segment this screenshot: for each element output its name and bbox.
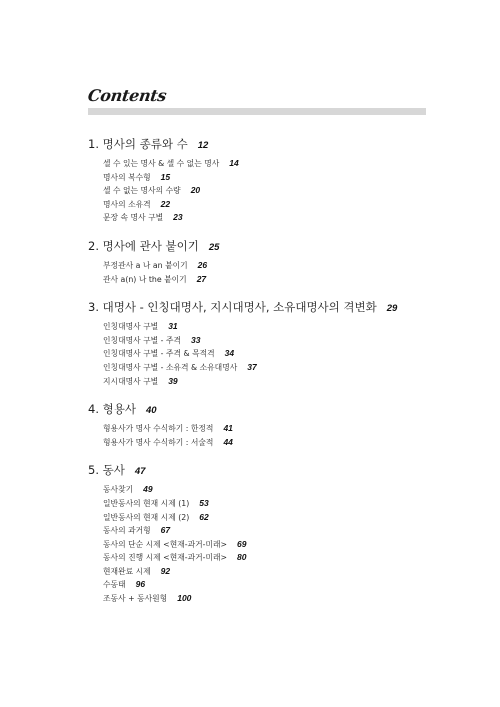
toc-subitem[interactable] (88, 511, 428, 525)
section-title: 1. 명사의 종류와 수 (88, 137, 188, 151)
toc-subitem[interactable] (88, 375, 428, 389)
subitem-title: 인칭대명사 구별 - 소유격 & 소유대명사 (103, 362, 238, 372)
subitem-page-number: 96 (135, 579, 146, 590)
toc-subitem[interactable] (88, 524, 428, 538)
section-title: 3. 대명사 - 인칭대명사, 지시대명사, 소유대명사의 격변화 (88, 300, 377, 315)
subitem-page-number: 31 (168, 321, 178, 332)
subitem-title: 형용사가 명사 수식하기 : 서술적 (103, 437, 214, 447)
subitem-title: 셀 수 있는 명사 & 셀 수 없는 명사 (103, 159, 220, 168)
subitem-title: 셀 수 없는 명사의 수량 (103, 186, 181, 196)
subitem-title: 명사의 복수형 (103, 172, 151, 182)
toc-section-heading[interactable] (88, 238, 428, 256)
subitem-page-number: 62 (199, 511, 209, 522)
subitem-page-number: 53 (199, 497, 209, 508)
subitem-title: 문장 속 명사 구별 (103, 213, 164, 223)
subitem-page-number: 34 (224, 348, 235, 359)
toc-subitem[interactable] (88, 171, 428, 185)
subitem-page-number: 100 (177, 593, 192, 604)
toc-section-heading[interactable] (88, 462, 428, 480)
toc-subitem-list (88, 422, 428, 449)
section-title: 4. 형용사 (88, 402, 136, 417)
subitem-title: 인칭대명사 구별 - 주격 (103, 335, 182, 345)
subitem-title: 부정관사 a 나 an 붙이기 (103, 260, 188, 270)
subitem-page-number: 20 (190, 185, 201, 196)
toc-section (88, 299, 428, 388)
subitem-title: 동사의 단순 시제 <현재-과거-미래> (103, 539, 228, 549)
section-page-number: 25 (208, 241, 220, 253)
toc-subitem[interactable] (88, 273, 428, 287)
subitem-page-number: 49 (143, 484, 153, 495)
subitem-title: 동사찾기 (103, 485, 134, 495)
table-of-contents (88, 136, 428, 619)
toc-section (88, 238, 428, 286)
section-page-number: 47 (134, 466, 146, 478)
toc-subitem[interactable] (88, 334, 428, 348)
title-divider-bar (88, 108, 426, 115)
toc-subitem[interactable] (88, 538, 428, 552)
subitem-page-number: 37 (247, 361, 257, 372)
toc-subitem[interactable] (88, 483, 428, 497)
subitem-page-number: 14 (229, 158, 239, 168)
subitem-title: 현재완료 시제 (103, 566, 151, 576)
toc-subitem[interactable] (88, 436, 428, 450)
toc-section (88, 462, 428, 605)
subitem-page-number: 15 (160, 171, 171, 182)
toc-subitem[interactable] (88, 198, 428, 212)
subitem-title: 조동사 + 동사원형 (103, 594, 168, 604)
toc-subitem[interactable] (88, 497, 428, 511)
section-title: 5. 동사 (88, 463, 125, 478)
subitem-title: 일반동사의 현재 시제 (2) (103, 512, 190, 522)
toc-subitem-list (88, 320, 428, 388)
section-page-number: 12 (197, 140, 209, 151)
toc-subitem[interactable] (88, 551, 428, 565)
toc-subitem-list (88, 259, 428, 286)
subitem-page-number: 41 (223, 423, 233, 434)
section-page-number: 29 (386, 303, 398, 315)
toc-section (88, 401, 428, 449)
subitem-page-number: 44 (223, 436, 233, 447)
toc-subitem[interactable] (88, 592, 428, 606)
subitem-title: 일반동사의 현재 시제 (1) (103, 498, 190, 508)
subitem-title: 형용사가 명사 수식하기 : 한정적 (103, 424, 214, 434)
toc-subitem[interactable] (88, 320, 428, 334)
subitem-title: 관사 a(n) 나 the 붙이기 (103, 274, 187, 284)
toc-subitem[interactable] (88, 211, 428, 225)
contents-title: Contents (86, 86, 168, 105)
subitem-title: 동사의 진행 시제 <현재-과거-미래> (103, 553, 228, 563)
subitem-page-number: 27 (196, 273, 207, 284)
subitem-page-number: 69 (237, 538, 247, 549)
subitem-title: 인칭대명사 구별 (103, 322, 159, 332)
subitem-page-number: 80 (237, 552, 247, 563)
subitem-page-number: 22 (160, 198, 171, 209)
toc-section-heading[interactable] (88, 299, 428, 317)
subitem-page-number: 33 (191, 334, 201, 345)
subitem-title: 지시대명사 구별 (103, 376, 159, 386)
toc-subitem-list (88, 157, 428, 225)
toc-subitem[interactable] (88, 157, 428, 171)
section-title: 2. 명사에 관사 붙이기 (88, 238, 199, 253)
subitem-title: 수동태 (103, 580, 126, 590)
toc-subitem[interactable] (88, 347, 428, 361)
subitem-title: 동사의 과거형 (103, 526, 151, 536)
subitem-page-number: 67 (160, 525, 171, 536)
section-page-number: 40 (145, 405, 157, 417)
toc-subitem[interactable] (88, 184, 428, 198)
toc-subitem[interactable] (88, 361, 428, 375)
subitem-page-number: 39 (168, 375, 178, 386)
toc-subitem-list (88, 483, 428, 605)
toc-section-heading[interactable] (88, 136, 428, 154)
toc-section (88, 136, 428, 225)
subitem-title: 명사의 소유격 (103, 199, 151, 209)
subitem-page-number: 23 (173, 212, 183, 223)
subitem-page-number: 26 (197, 259, 208, 270)
toc-subitem[interactable] (88, 259, 428, 273)
toc-subitem[interactable] (88, 578, 428, 592)
toc-subitem[interactable] (88, 422, 428, 436)
subitem-page-number: 92 (160, 565, 171, 576)
toc-subitem[interactable] (88, 565, 428, 579)
subitem-title: 인칭대명사 구별 - 주격 & 목적격 (103, 349, 215, 359)
toc-section-heading[interactable] (88, 401, 428, 419)
